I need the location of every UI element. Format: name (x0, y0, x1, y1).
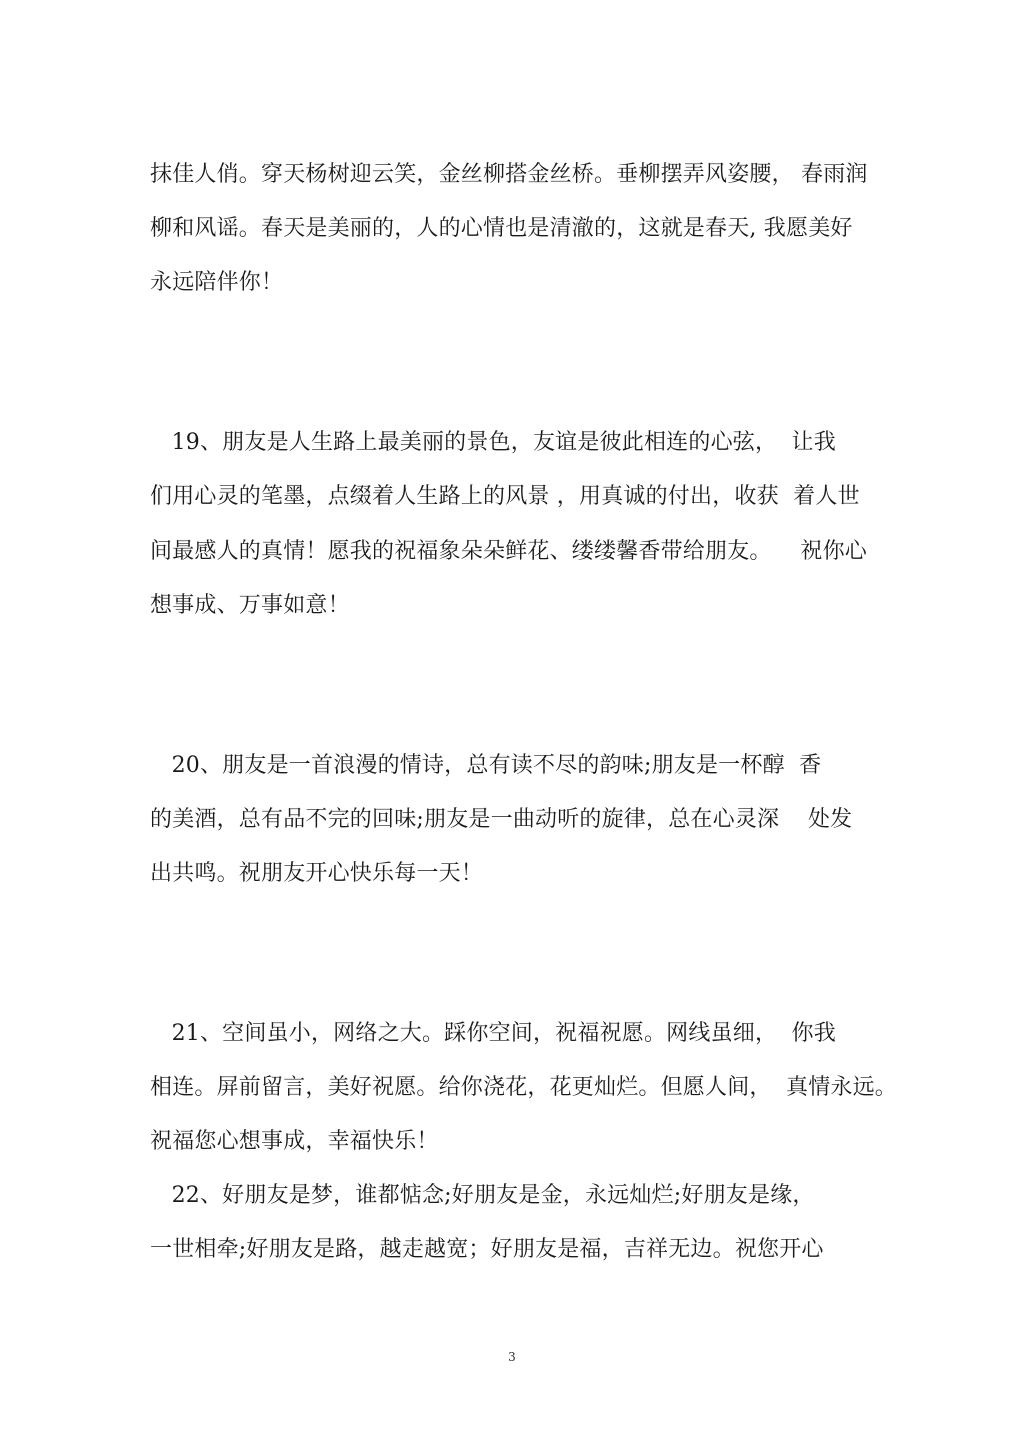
text-line: 19、朋友是人生路上最美丽的景色，友谊是彼此相连的心弦， 让我 (150, 430, 836, 455)
text-line: 想事成、万事如意！ (150, 593, 350, 618)
text-line: 相连。屏前留言，美好祝愿。给你浇花，花更灿烂。但愿人间， 真情永远。 (150, 1075, 897, 1100)
text-line: 22、好朋友是梦，谁都惦念;好朋友是金，永远灿烂;好朋友是缘， (150, 1183, 815, 1208)
text-line: 们用心灵的笔墨，点缀着人生路上的风景 ，用真诚的付出，收获 着人世 (150, 484, 860, 509)
text-line: 永远陪伴你！ (150, 270, 284, 295)
text-line: 抹佳人俏。穿天杨树迎云笑，金丝柳搭金丝桥。垂柳摆弄风姿腰， 春雨润 (150, 162, 868, 187)
text-line: 柳和风谣。春天是美丽的，人的心情也是清澈的，这就是春天, 我愿美好 (150, 216, 853, 241)
text-line: 间最感人的真情！愿我的祝福象朵朵鲜花、缕缕馨香带给朋友。 祝你心 (150, 539, 867, 564)
page-number: 3 (508, 1350, 516, 1364)
text-line: 21、空间虽小，网络之大。踩你空间，祝福祝愿。网线虽细， 你我 (150, 1021, 836, 1046)
text-line: 祝福您心想事成，幸福快乐！ (150, 1129, 439, 1154)
text-line: 出共鸣。祝朋友开心快乐每一天！ (150, 861, 484, 886)
text-line: 的美酒，总有品不完的回味;朋友是一曲动听的旋律，总在心灵深 处发 (150, 807, 853, 832)
text-line: 20、朋友是一首浪漫的情诗，总有读不尽的韵味;朋友是一杯醇 香 (150, 753, 822, 778)
text-line: 一世相牵;好朋友是路，越走越宽；好朋友是福，吉祥无边。祝您开心 (150, 1237, 824, 1262)
